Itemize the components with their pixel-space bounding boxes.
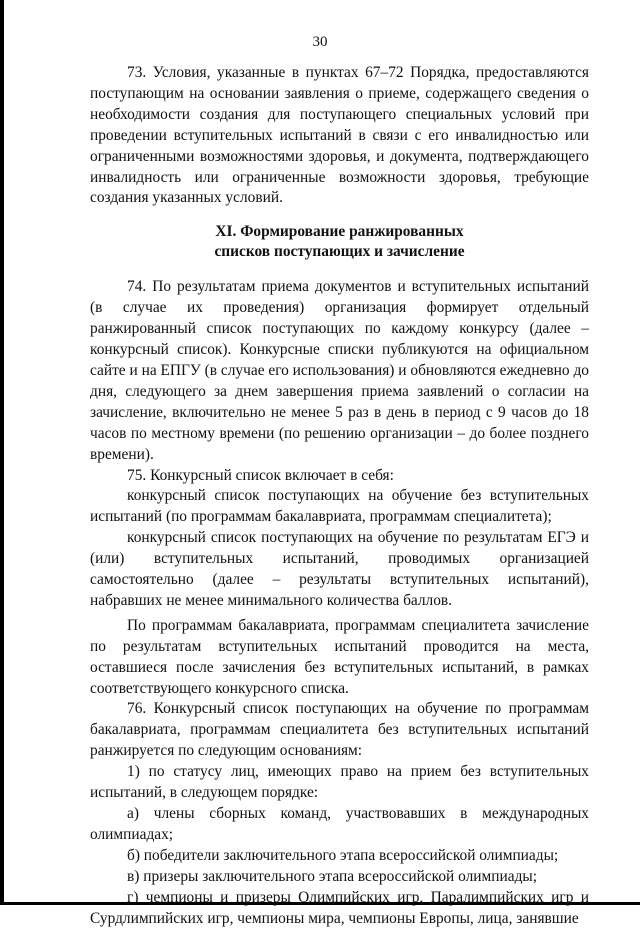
paragraph-75-list-a: конкурсный список поступающих на обучение без вступительных испытаний (по программам бакалавриата, программам специалитета);: [90, 487, 589, 526]
section-heading-line-1: XI. Формирование ранжированных: [215, 223, 464, 241]
paragraph-76-item-v: в) призеры заключительного этапа всероссийской олимпиады;: [127, 867, 538, 885]
paragraph-74: 74. По результатам приема документов и вступительных испытаний (в случае их проведения) организация формирует отдельный ранжированный список поступающих по каждому конкурсу (далее – конкурсный список). Конкурсные списки публикуются на официальном сайте и на ЕПГУ (в случае его использования) и обновляются ежедневно до дня, следующего за днем завершения приема заявлений о согласии на зачисление, включительно не менее 5 раз в день в период с 9 часов до 18 часов по местному времени (по решению организации – до более позднего времени).: [90, 278, 589, 463]
section-heading-line-2: списков поступающих и зачисление: [214, 243, 465, 261]
paragraph-75: 75. Конкурсный список включает в себя:: [127, 466, 394, 484]
paragraph-75-note: По программам бакалавриата, программам специалитета зачисление по результатам вступительных испытаний проводится на места, оставшиеся после зачисления без вступительных испытаний, в рамках соответствующего конкурсного списка.: [90, 616, 589, 697]
scan-border-left: [0, 0, 4, 905]
page-number: 30: [312, 34, 328, 50]
section-heading: [90, 222, 589, 262]
paragraph-76-item-1: 1) по статусу лиц, имеющих право на прием без вступительных испытаний, в следующем порядке:: [90, 763, 589, 802]
document-body: [90, 63, 589, 929]
paragraph-76: 76. Конкурсный список поступающих на обучение по программам бакалавриата, программам специалитета без вступительных испытаний ранжируется по следующим основаниям:: [90, 700, 589, 760]
paragraph-76-item-a: а) члены сборных команд, участвовавших в международных олимпиадах;: [90, 805, 589, 843]
paragraph-75-list-b: конкурсный список поступающих на обучение по результатам ЕГЭ и (или) вступительных испытаний, проводимых организацией самостоятельно (далее – результаты вступительных испытаний), набравших не менее минимального количества баллов.: [90, 529, 589, 609]
paragraph-76-item-b: б) победители заключительного этапа всероссийской олимпиады;: [127, 846, 559, 864]
paragraph-73: 73. Условия, указанные в пунктах 67–72 Порядка, предоставляются поступающим на основании заявления о приеме, содержащего сведения о необходимости создания для поступающего специальных условий при проведении вступительных испытаний в связи с его инвалидностью или ограниченными возможностями здоровья, и документа, подтверждающего инвалидность или ограниченные возможности здоровья, требующие создания указанных условий.: [90, 64, 589, 207]
paragraph-76-item-g: г) чемпионы и призеры Олимпийских игр, Паралимпийских игр и Сурдлимпийских игр, чемпионы мира, чемпионы Европы, лица, занявшие: [90, 888, 589, 927]
